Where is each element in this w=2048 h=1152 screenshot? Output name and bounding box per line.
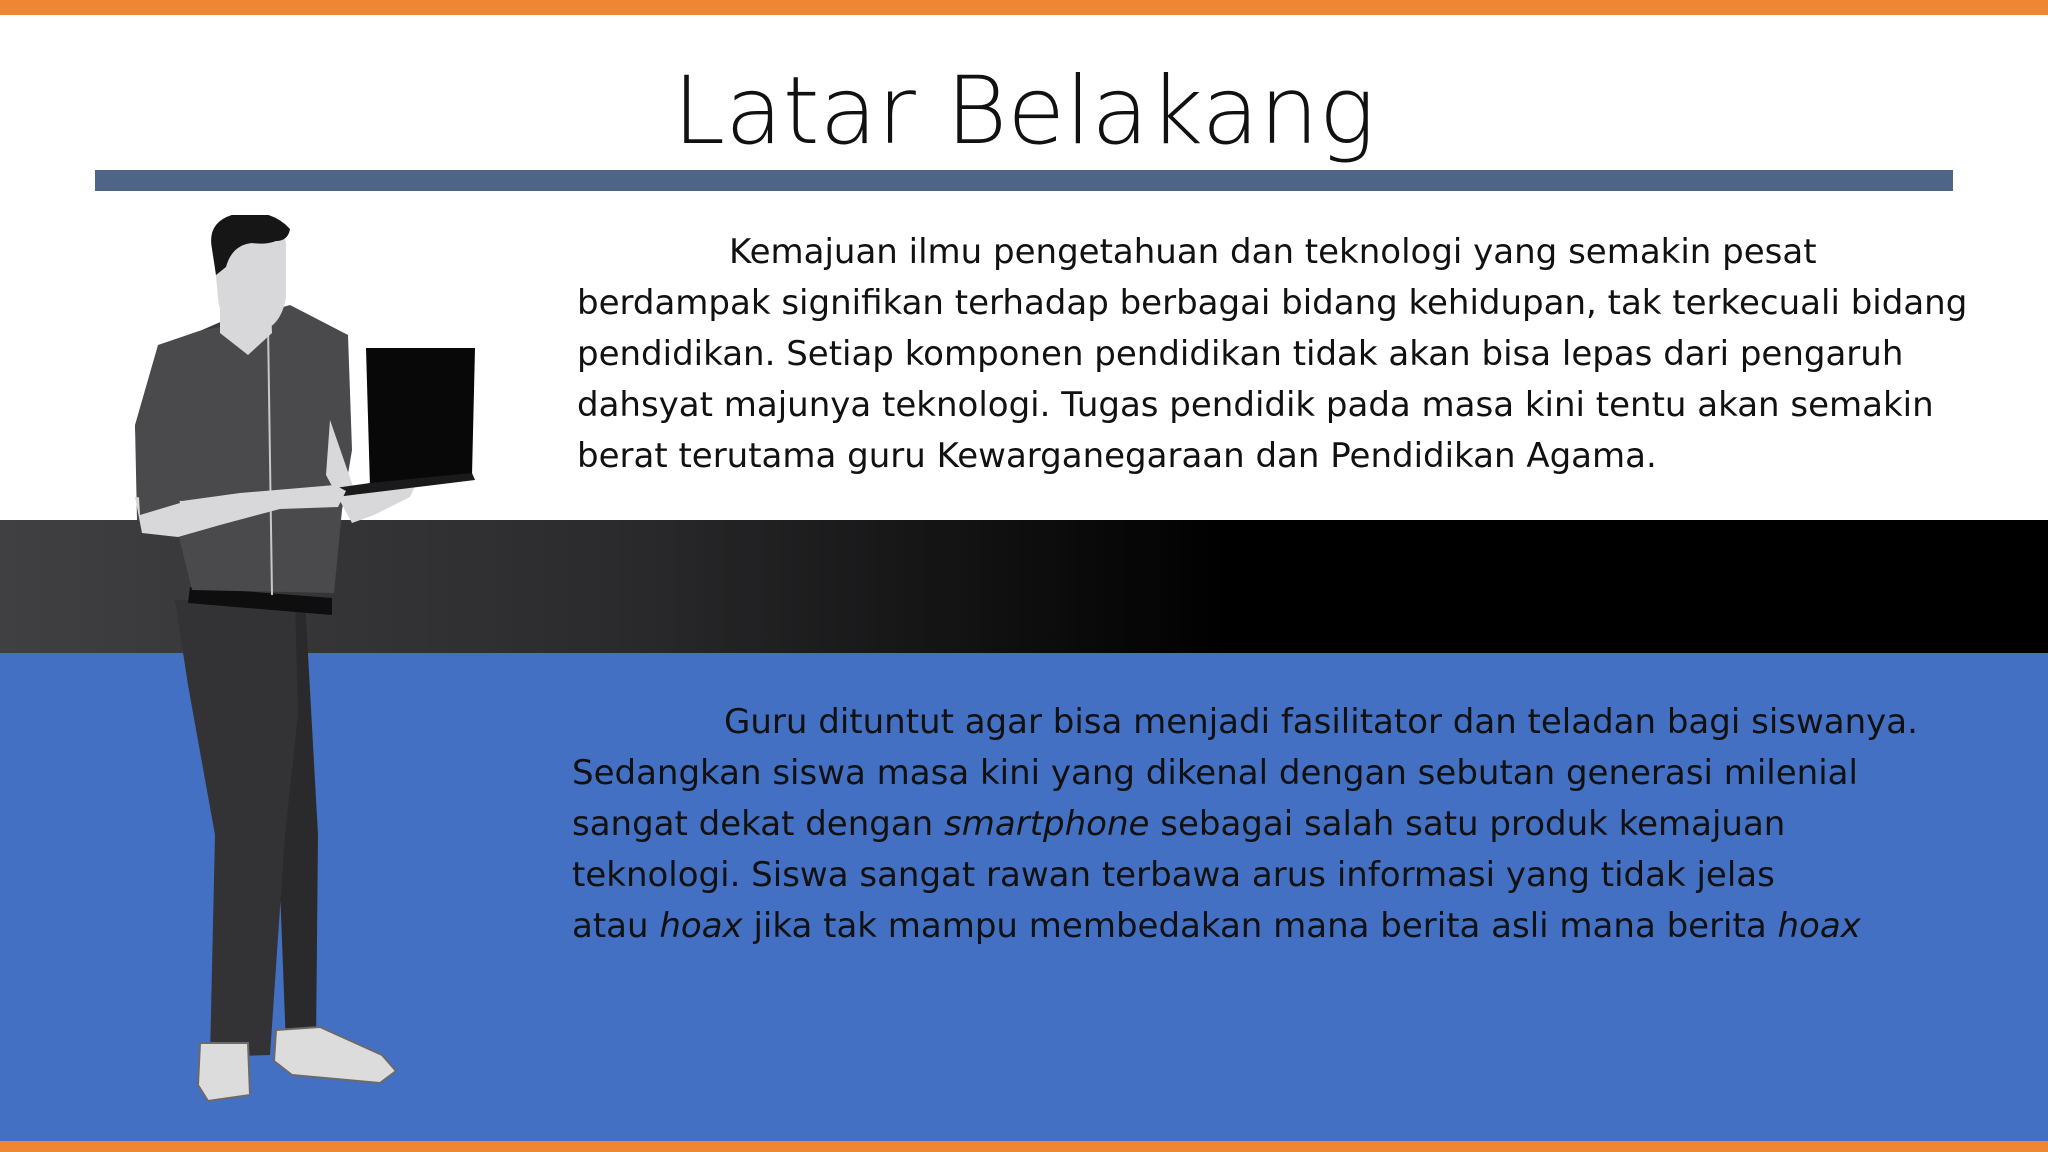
paragraph-line: dahsyat majunya teknologi. Tugas pendidik pada masa kini tentu akan semakin	[577, 385, 1934, 425]
paragraph-guru	[572, 697, 1992, 952]
paragraph-line: pendidikan. Setiap komponen pendidikan tidak akan bisa lepas dari pengaruh	[577, 334, 1904, 374]
paragraph-line: Sedangkan siswa masa kini yang dikenal dengan sebutan generasi milenial	[572, 753, 1858, 793]
italic-term: smartphone	[944, 804, 1150, 844]
paragraph-line: teknologi. Siswa sangat rawan terbawa arus informasi yang tidak jelas	[572, 855, 1775, 895]
text-run: jika tak mampu membedakan mana berita asli mana berita	[742, 906, 1778, 946]
slide-title: Latar Belakang	[672, 57, 1376, 166]
paragraph-kemajuan	[577, 227, 1997, 482]
text-run: sebagai salah satu produk kemajuan	[1149, 804, 1786, 844]
paragraph-line: Guru dituntut agar bisa menjadi fasilitator dan teladan bagi siswanya.	[724, 702, 1918, 742]
text-run: atau	[572, 906, 660, 946]
bottom-accent-bar	[0, 1141, 2048, 1152]
paragraph-line	[572, 901, 1992, 952]
paragraph-line: berat terutama guru Kewarganegaraan dan Pendidikan Agama.	[577, 436, 1657, 476]
person-with-laptop-icon	[120, 215, 500, 1115]
title-underline-bar	[95, 170, 1953, 191]
top-accent-bar	[0, 0, 2048, 15]
italic-term: hoax	[659, 906, 743, 946]
paragraph-line: berdampak signifikan terhadap berbagai bidang kehidupan, tak terkecuali bidang	[577, 283, 1968, 323]
italic-term: hoax	[1777, 906, 1861, 946]
paragraph-line: Kemajuan ilmu pengetahuan dan teknologi yang semakin pesat	[729, 232, 1817, 272]
text-run: sangat dekat dengan	[572, 804, 945, 844]
paragraph-line	[572, 799, 1992, 850]
